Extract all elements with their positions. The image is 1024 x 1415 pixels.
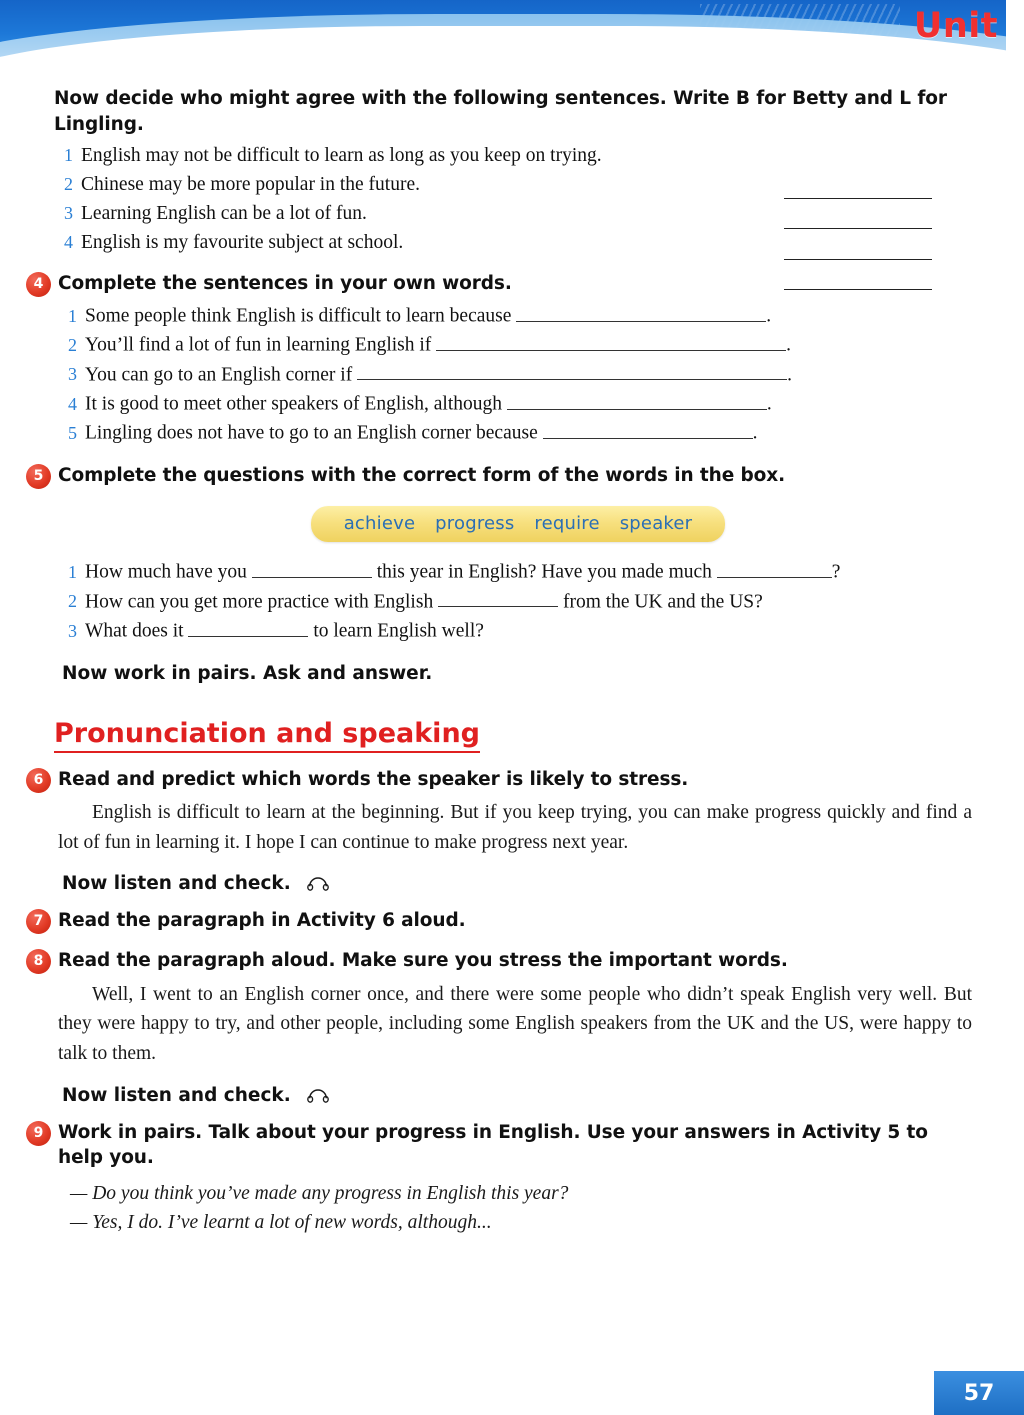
unit-label: Unit xyxy=(913,6,998,46)
list-item xyxy=(68,390,978,419)
item-text: You can go to an English corner if . xyxy=(85,361,978,390)
dialogue-line: — Yes, I do. I’ve learnt a lot of new words, although... xyxy=(70,1211,492,1233)
list-item xyxy=(68,558,978,587)
activity-6-number: 6 xyxy=(26,768,51,793)
activity-4-instruction: Complete the sentences in your own words. xyxy=(58,273,512,295)
item-text: How much have you this year in English? Have you made much ? xyxy=(85,558,978,587)
activity-5-number: 5 xyxy=(26,464,51,489)
fill-in-blank[interactable] xyxy=(543,419,753,439)
activity-7-block xyxy=(33,908,978,934)
item-number: 1 xyxy=(64,145,73,166)
item-number: 2 xyxy=(68,591,77,612)
list-item xyxy=(68,588,978,617)
fill-in-blank[interactable] xyxy=(438,588,558,608)
item-number: 3 xyxy=(64,202,73,223)
now-listen-text: Now listen and check. xyxy=(62,1084,291,1106)
fill-in-blank[interactable] xyxy=(507,390,767,410)
list-item xyxy=(68,617,978,646)
section-heading-pronunciation: Pronunciation and speaking xyxy=(54,718,480,753)
now-listen-text: Now listen and check. xyxy=(62,873,291,895)
item-text: You’ll find a lot of fun in learning English if . xyxy=(85,331,978,360)
activity-5-now-line: Now work in pairs. Ask and answer. xyxy=(62,662,433,684)
activity-5-instruction: Complete the questions with the correct form of the words in the box. xyxy=(58,464,786,486)
fill-in-blank[interactable] xyxy=(357,361,787,381)
activity-7-number: 7 xyxy=(26,909,51,934)
item-number: 5 xyxy=(68,423,77,443)
item-number: 4 xyxy=(64,231,73,252)
activity-7-instruction: Read the paragraph in Activity 6 aloud. xyxy=(58,910,466,932)
activity-5-block xyxy=(33,463,978,684)
activity-6-now-line xyxy=(58,873,978,894)
fill-in-blank[interactable] xyxy=(717,558,832,578)
item-number: 1 xyxy=(68,561,77,582)
activity-8-instruction: Read the paragraph aloud. Make sure you stress the important words. xyxy=(58,950,788,972)
item-text: Chinese may be more popular in the future. xyxy=(81,173,420,195)
list-item xyxy=(68,361,978,390)
item-text: English is my favourite subject at school. xyxy=(81,231,404,253)
item-text: What does it to learn English well? xyxy=(85,617,978,646)
activity-3-instruction: Now decide who might agree with the following sentences. Write B for Betty and L for Lingling. xyxy=(54,88,947,135)
activity-8-number: 8 xyxy=(26,949,51,974)
item-text: Lingling does not have to go to an English corner because . xyxy=(85,419,978,448)
activity-4-list xyxy=(58,302,978,449)
activity-3-answer-lines xyxy=(784,168,932,290)
item-number: 2 xyxy=(64,173,73,194)
fill-in-blank[interactable] xyxy=(188,617,308,637)
page-header-banner xyxy=(0,0,1024,86)
activity-6-instruction: Read and predict which words the speaker is likely to stress. xyxy=(58,768,689,790)
list-item xyxy=(68,302,978,331)
answer-line[interactable] xyxy=(784,199,932,230)
item-number: 2 xyxy=(68,334,77,355)
activity-4-number: 4 xyxy=(26,272,51,297)
word-box-item: require xyxy=(534,513,600,535)
word-box xyxy=(311,506,726,542)
activity-6-block xyxy=(33,767,978,895)
activity-9-instruction: Work in pairs. Talk about your progress in English. Use your answers in Activity 5 to help you. xyxy=(58,1121,928,1169)
activity-3-block xyxy=(54,86,978,257)
item-text: English may not be difficult to learn as long as you keep on trying. xyxy=(81,145,602,167)
word-box-item: achieve xyxy=(343,513,416,535)
headphones-icon xyxy=(307,875,329,891)
item-number: 4 xyxy=(68,393,77,414)
item-text: How can you get more practice with English from the UK and the US? xyxy=(85,588,978,617)
activity-9-number: 9 xyxy=(26,1121,51,1146)
list-item xyxy=(64,142,978,171)
dialogue-line: — Do you think you’ve made any progress in English this year? xyxy=(70,1182,569,1204)
activity-8-block xyxy=(33,948,978,1106)
header-right-tab xyxy=(1006,0,1024,56)
activity-6-paragraph: English is difficult to learn at the beginning. But if you keep trying, you can make progress quickly and find a lot of fun in learning it. I hope I can continue to make progress next year. xyxy=(58,802,972,853)
activity-8-now-line xyxy=(58,1085,978,1106)
activity-8-paragraph: Well, I went to an English corner once, and there were some people who didn’t speak English very well. But they were happy to try, and other people, including some English speakers from the UK and the US, were happy to talk to them. xyxy=(58,983,972,1065)
item-text: Some people think English is difficult to learn because . xyxy=(85,302,978,331)
fill-in-blank[interactable] xyxy=(252,558,372,578)
item-number: 3 xyxy=(68,620,77,641)
activity-5-question-list xyxy=(58,558,978,646)
list-item xyxy=(68,331,978,360)
answer-line[interactable] xyxy=(784,168,932,199)
word-box-item: speaker xyxy=(619,513,693,535)
headphones-icon xyxy=(307,1087,329,1103)
word-box-wrapper xyxy=(58,506,978,542)
page-number: 57 xyxy=(934,1371,1024,1415)
activity-4-block xyxy=(33,271,978,448)
list-item xyxy=(68,419,978,448)
content-column xyxy=(0,86,1024,1237)
item-text: Learning English can be a lot of fun. xyxy=(81,202,367,224)
fill-in-blank[interactable] xyxy=(516,302,766,322)
page-content xyxy=(0,86,1024,1237)
item-number: 1 xyxy=(68,305,77,326)
activity-9-block xyxy=(33,1120,978,1238)
answer-line[interactable] xyxy=(784,229,932,260)
item-number: 3 xyxy=(68,364,77,385)
fill-in-blank[interactable] xyxy=(436,331,786,351)
item-text: It is good to meet other speakers of English, although . xyxy=(85,390,978,419)
activity-9-dialogue xyxy=(58,1179,978,1238)
word-box-item: progress xyxy=(435,513,515,535)
answer-line[interactable] xyxy=(784,260,932,291)
